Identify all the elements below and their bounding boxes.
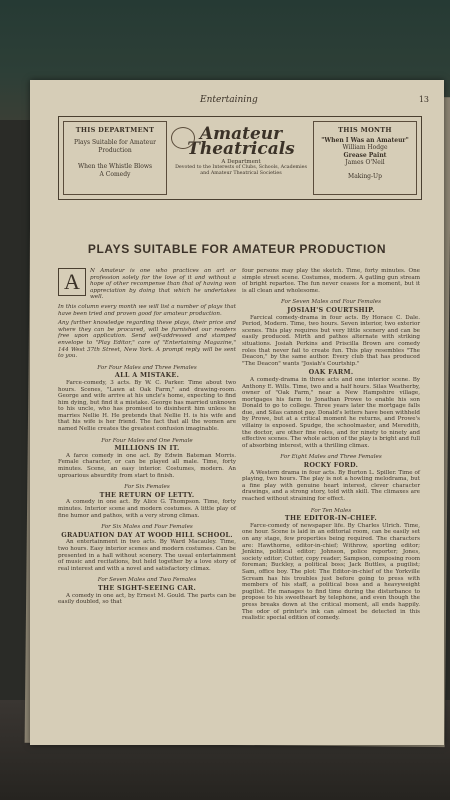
- play-title: GRADUATION DAY AT WOOD HILL SCHOOL.: [61, 530, 233, 539]
- cast-heading: For Eight Males and Three Females: [280, 454, 382, 461]
- play-description: Farcical comedy-drama in four acts. By Horace C. Dale. Period, Modern. Time, two hours. Seven interior, two exterior scenes. This play requires but very little scenery and can be easily produced. Mirth and pathos alternate with striking situations. Josiah Perkins and Priscilla Brown are comedy roles that never fail to create fun. This play resembles "The Deacon," by the same author. Every club that has produced "The Deacon" wants "Josiah's Courtship.": [242, 314, 420, 367]
- running-header-title: Entertaining: [200, 95, 258, 105]
- this-department-box: [63, 121, 167, 195]
- cast-heading: For Seven Males and Four Females: [281, 299, 381, 306]
- this-month-line1: "When I Was an Amateur": [321, 137, 409, 144]
- play-description: A farce comedy in one act. By Edwin Bateman Morris. Female character, or can be played all male. Time, forty minutes. Scene, an easy interior. Costumes, modern. An uproarious absurdity from start to finish.: [58, 452, 236, 479]
- logo-text: Amateur Theatricals: [187, 124, 295, 159]
- play-title: MILLIONS IN IT.: [114, 444, 180, 453]
- cast-heading: For Six Females: [124, 484, 170, 491]
- play-title: OAK FARM.: [308, 368, 354, 377]
- play-title: ROCKY FORD.: [303, 461, 359, 470]
- this-month-line4: James O'Neil: [345, 159, 385, 166]
- play-description: A Western drama in four acts. By Burton L. Spiller. Time of playing, two hours. The play is not a howling melodrama, but a fine play with genuine heart interest, clever character drawings, and a strong story, told with skill. The climaxes are reached without straining for effect.: [242, 469, 420, 502]
- this-department-line2: When the Whistle Blows: [77, 163, 153, 170]
- play-title: THE EDITOR-IN-CHIEF.: [284, 514, 378, 523]
- this-month-line5: Making-Up: [348, 173, 382, 180]
- drop-cap: A: [58, 268, 86, 296]
- this-department-line3: A Comedy: [99, 171, 131, 178]
- play-description: A comedy in one act. By Alice G. Thompson. Time, forty minutes. Interior scene and modern costumes. A little play of fine humor and pathos, with a very strong climax.: [58, 499, 236, 519]
- this-department-line1: Plays Suitable for Amateur Production: [74, 139, 156, 154]
- amateur-theatricals-logo-box: [167, 121, 315, 195]
- cast-heading: For Four Males and One Female: [101, 437, 193, 444]
- continued-text: four persons may play the sketch. Time, forty minutes. One simple street scene. Costumes, modern. A gatling gun stream of bright repartee. The fun never ceases for a moment, but it is all clean and wholesome.: [242, 268, 420, 294]
- play-description: A comedy-drama in three acts and one interior scene. By Anthony E. Wills. Time, two and a half hours. Silas Weatherby, owner of "Oak Farm," near a New Hampshire village, mortgages his farm to Jonathan Prowe to enable his son Donald to go to college. Three years later the mortgage falls due, and Silas cannot pay. Donald's letters have been withheld by Prowe, but at a critical moment he returns, and Prowe's villainy is exposed. Spudge, the schoolmaster, and Meredith, the doctor, are other fine roles, and for ninety to ninety and effective scenes. The whole action of the play is bright and full of absorbing interest, with a thrilling climax.: [242, 376, 421, 449]
- intro-paragraph-2: In this column every month we will list a number of plays that have been tried and proven good for amateur production.: [58, 303, 236, 317]
- page-number: 13: [418, 95, 429, 104]
- this-month-heading: THIS MONTH: [338, 126, 392, 134]
- theatre-mask-icon: [171, 127, 195, 149]
- play-description: Farce-comedy, 3 acts. By W. C. Parker. Time about two hours. Scenes, "Lawn at Oak Farm," and drawing-room. George and wife arrive at his uncle's home, expecting to find him dying, but find it a mistake. George has married unknown to his uncle, who has promised to disinherit him unless he marries Nellie H. He pretends that Nellie H. is his wife and that his wife is her friend. The fact that all the women are named Nellie creates the greatest confusion imaginable.: [58, 379, 236, 433]
- logo-subtitle: A Department: [221, 159, 261, 165]
- this-month-line2: William Hodge: [342, 144, 388, 151]
- this-month-line3: Grease Paint: [343, 152, 387, 159]
- intro-paragraph-3: Any further knowledge regarding these plays, their price and where they can be procured, will be furnished our readers free upon application. Send self-addressed and stamped envelope to "Play Editor," care of "Entertaining Magazine," 144 West 37th Street, New York. A prompt reply will be sent to you.: [58, 320, 236, 360]
- play-description: An entertainment in two acts. By Ward Macauley. Time, two hours. Easy interior scenes and modern costumes. Can be presented in a hall without scenery. The usual entertainment of music and recitations, but held together by a love story of real interest and with a novel and satisfactory climax.: [58, 539, 236, 572]
- play-description: Farce-comedy of newspaper life. By Charles Ulrich. Time, one hour. Scene is laid in an editorial room, can be easily set on any stage, few properties being required. The characters are: Hawthorne, editor-in-chief; Withrow, sporting editor; Jenkins, political editor; Johnson, police reporter; Jones, society editor; Cutter, copy reader; Sampson, composing room foreman; Buckley, a political boss; Jack Buttles, a pugilist; Sam, office boy. The plot: The Editor-in-chief of the Yorkville Scream has his troubles just before going to press with members of his staff, a political boss and a heavyweight pugilist. He manages to find time during the disturbance to propose to his sweetheart by telephone, and even though the press breaks down at the critical moment, all ends happily. The odor of printer's ink can almost be detected in this realistic special edition of comedy.: [242, 522, 420, 622]
- cast-heading: For Seven Males and Two Females: [97, 577, 197, 584]
- cast-heading: For Six Males and Four Females: [101, 524, 193, 531]
- department-banner: [58, 116, 422, 200]
- this-month-box: [313, 121, 417, 195]
- left-column: [58, 268, 236, 608]
- magazine-page: [30, 80, 444, 745]
- play-description: A comedy in one act, by Ernest M. Gould. The parts can be easily doubled, so that: [58, 592, 236, 606]
- cast-heading: For Ten Males: [310, 507, 352, 514]
- play-title: JOSIAH'S COURTSHIP.: [287, 305, 375, 314]
- play-title: THE SIGHT-SEEING CAR.: [97, 583, 197, 592]
- play-title: THE RETURN OF LETTY.: [99, 490, 195, 499]
- this-department-heading: THIS DEPARTMENT: [75, 126, 155, 134]
- right-column: [242, 268, 420, 624]
- page-headline: PLAYS SUITABLE FOR AMATEUR PRODUCTION: [87, 242, 387, 256]
- intro-paragraph-1: N Amateur is one who practices an art or profession solely for the love of it and without a hope of other recompense than that of having won appreciation by doing that which he undertakes well.: [90, 268, 236, 301]
- logo-description: Devoted to the Interests of Clubs, Schools, Academies and Amateur Theatrical Societies: [175, 165, 307, 176]
- play-title: ALL A MISTAKE.: [114, 371, 180, 380]
- cast-heading: For Four Males and Three Females: [97, 364, 197, 371]
